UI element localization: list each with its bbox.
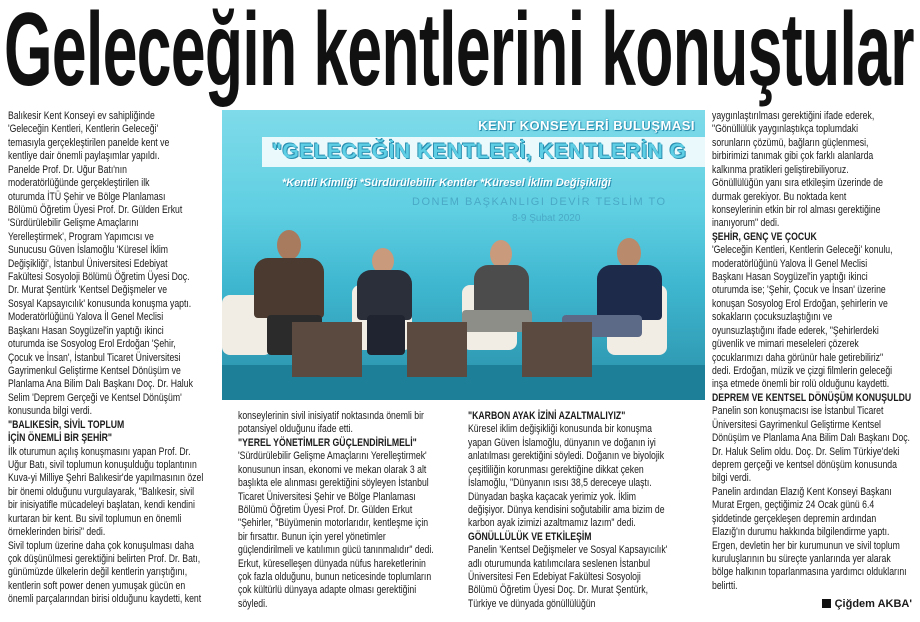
text-line: kurtaran bir kent. Bu sivil toplumun en önemli xyxy=(8,512,182,525)
text-line: şiddetinde gerçekleşen depremin ardından xyxy=(712,512,877,525)
article-column-2 xyxy=(238,410,468,611)
text-line: oturumda İTÜ Şehir ve Bölge Planlaması xyxy=(8,190,166,203)
text-line: Bölümü Öğretim Üyesi Doç. Dr. Murat Şentürk, xyxy=(468,584,649,597)
text-line: Kuva-yi Milliye Şehri Balıkesir'de yapılmasının özel xyxy=(8,472,204,485)
text-line: adlı oturumunda katılımcılara seslenen İstanbul xyxy=(468,557,651,570)
text-line: Panelin ardından Elazığ Kent Konseyi Başkanı xyxy=(712,485,892,498)
text-line: Ticaret Üniversitesi Şehir ve Bölge Planlaması xyxy=(238,490,416,503)
text-line: Başkanı Hasan Soygüzel'in yaptığı ikinci xyxy=(8,324,164,337)
text-line: İslamoğlu, "Dünyanın ısısı 38,5 dereceye ulaştı. xyxy=(468,477,652,490)
text-line: Moderatörlüğünü Yalova İl Genel Meclisi xyxy=(8,311,164,324)
text-line: konusunda bilgi verdi. xyxy=(8,405,93,418)
text-line: 'Geleceğin Kentleri, Kentlerin Geleceği' xyxy=(8,123,159,136)
text-line: Bölümü Öğretim Üyesi Prof. Dr. Gülden Erkut xyxy=(238,503,413,516)
text-line: Üniversitesi Gayrimenkul Geliştirme Kentsel xyxy=(712,418,881,431)
text-line: Sosyal Kapsayıcılık' konusunda konuşma yaptı. xyxy=(8,297,192,310)
text-line: bir inisiyatifle mücadeleyi başlatan, kendi kendini xyxy=(8,499,195,512)
text-line: kuruluşlarının bu süreçte yanlarında yer alarak xyxy=(712,552,891,565)
text-line: oyunsuzlaştığını ifade ederek, "Şehirlerdeki xyxy=(712,324,879,337)
text-line: Gönüllülüğün yanı sıra etkileşim üzerinde de xyxy=(712,177,883,190)
text-line: 'Sürdürülebilir Gelişme Amaçlarını xyxy=(8,217,139,230)
text-line: deprem gerçeği ve kentsel dönüşüm konusunda xyxy=(712,458,897,471)
text-line: Değişikliği', İstanbul Üniversitesi Edebiyat xyxy=(8,257,168,270)
text-line: 'Sürdürülebilir Gelişme Amaçlarını Yerelleştirmek' xyxy=(238,450,427,463)
text-line: Üniversitesi Fen Edebiyat Fakültesi Sosyoloji xyxy=(468,571,641,584)
text-line: konusunun insan, ekonomi ve mekan olarak 3 alt xyxy=(238,463,427,476)
text-line: örneklerinden birisi" dedi. xyxy=(8,526,106,539)
subheading: GÖNÜLLÜLÜK VE ETKİLEŞİM xyxy=(468,530,592,543)
subheading: DEPREM VE KENTSEL DÖNÜŞÜM KONUŞULDU xyxy=(712,391,912,404)
text-line: söyledi. xyxy=(238,597,268,610)
text-line: dedi. Erdoğan, müzik ve çizgi filmlerin geleceği xyxy=(712,365,893,378)
text-line: Sivil toplum üzerine daha çok konuşulması daha xyxy=(8,539,194,552)
headline: Geleceğin kentlerini konuştular xyxy=(4,0,914,108)
subheading: "KARBON AYAK İZİNİ AZALTMALIYIZ" xyxy=(468,410,626,422)
text-line: Murat Ergen, geçtiğimiz 24 Ocak günü 6.4 xyxy=(712,499,875,512)
text-line: kentlerin soft power denen yumuşak gücün en xyxy=(8,579,186,592)
text-line: Dr. Haluk Selim oldu. Doç. Dr. Selim Türkiye'deki xyxy=(712,445,900,458)
text-line: karbon ayak izimizi azaltmamız lazım" dedi. xyxy=(468,517,636,530)
text-line: oturumda ise; 'Şehir, Çocuk ve İnsan' üzerine xyxy=(712,284,886,297)
text-line: çok kültürlü dünyaya adapte olması gerektiğini xyxy=(238,584,417,597)
text-line: önemli parçalarından birisi olduğunu kaydetti, kent xyxy=(8,593,202,606)
banner-topics-text: *Kentli Kimliği *Sürdürülebilir Kentler *Küresel İklim Değişikliği xyxy=(282,177,611,189)
text-line: yapan Güven İslamoğlu, dünyanın ve doğanın iyi xyxy=(468,436,656,449)
text-line: yaygınlaştırılması gerektiğini ifade ederek, xyxy=(712,110,875,122)
text-line: Yerelleştirmek', Program Yapımcısı ve xyxy=(8,230,154,243)
text-line: konseylerinin etkin bir rol alması gerektiğine xyxy=(712,203,881,216)
subheading: "BALIKESİR, SİVİL TOPLUM xyxy=(8,418,125,431)
text-line: güçlendirilmeli ve katılımın gücü tanınmalıdır" dedi. xyxy=(238,544,434,557)
text-line: kentliye dair önemli paylaşımlar yapıldı. xyxy=(8,150,160,163)
text-line: Dönüşüm ve Planlama Ana Bilim Dalı Başkanı Doç. xyxy=(712,432,910,445)
side-table xyxy=(522,322,592,377)
text-line: çok fazla olduğunu, bunun neticesinde toplumların xyxy=(238,571,432,584)
text-line: temasıyla gerçekleştirilen panelde kent ve xyxy=(8,136,170,149)
text-line: çocuklarımızı daha görünür hale getirebiliriz" xyxy=(712,351,884,364)
text-line: "Gönüllülük yaygınlaştıkça toplumdaki xyxy=(712,123,859,136)
text-line: sorunların çözümü, bağların güçlenmesi, xyxy=(712,136,869,149)
text-line: günümüzde ülkelerin değil kentlerin yarıştığını, xyxy=(8,566,188,579)
byline-square-icon xyxy=(822,599,831,608)
text-line: Bölümü Öğretim Üyesi Prof. Dr. Gülden Erkut xyxy=(8,203,183,216)
text-line: konuşan Sosyolog Erol Erdoğan, şehirlerin ve xyxy=(712,297,888,310)
text-line: Balıkesir Kent Konseyi ev sahipliğinde xyxy=(8,110,155,122)
text-line: Erkut, küreselleşen dünyada nüfus hareketlerinin xyxy=(238,557,426,570)
subheading: ŞEHİR, GENÇ VE ÇOCUK xyxy=(712,230,817,243)
text-line: Fakültesi Sosyoloji Bölümü Öğretim Üyesi Doç. xyxy=(8,271,190,284)
banner-main-text: "GELECEĞİN KENTLERİ, KENTLERİN G xyxy=(272,140,687,163)
article-column-3 xyxy=(468,410,706,611)
text-line: İlk oturumun açılış konuşmasını yapan Prof. Dr. xyxy=(8,445,191,458)
byline-author: Çiğdem AKBA' xyxy=(834,598,912,610)
text-line: inanıyorum" dedi. xyxy=(712,217,780,230)
text-line: durmak gerekiyor. Bu noktada kent xyxy=(712,190,847,203)
text-line: potansiyel olduğunu ifade etti. xyxy=(238,423,353,436)
text-line: Küresel iklim değişikliği konusunda bir konuşma xyxy=(468,423,652,436)
text-line: bir önemi olduğunu vurgulayarak, "Balıkesir, sivil xyxy=(8,485,195,498)
text-line: Ergen, devletin her bir kurumunun ve sivil toplum xyxy=(712,539,900,552)
text-line: "Şehirler, "Büyümenin motorlarıdır, kentleşme için xyxy=(238,517,429,530)
text-line: sokakların çocuksuzlaştığını ve xyxy=(712,311,833,324)
text-line: Selim 'Deprem Gerçeği ve Kentsel Dönüşüm' xyxy=(8,391,182,404)
text-line: bölge halkının toparlanmasına yardımcı olduklarını xyxy=(712,566,907,579)
text-line: Panelde Prof. Dr. Uğur Batı'nın xyxy=(8,163,128,176)
text-line: belirtti. xyxy=(712,579,738,592)
text-line: moderatörlüğünü Yalova İl Genel Meclisi xyxy=(712,257,868,270)
text-line: Türkiye ve dünyada gönüllülüğün xyxy=(468,597,596,610)
text-line: konseylerinin sivil inisiyatif noktasında önemli bir xyxy=(238,410,424,422)
text-line: 'Geleceğin Kentleri, Kentlerin Geleceği' konulu, xyxy=(712,244,893,257)
text-line: Elazığ'ın durumu hakkında bilgilendirme yaptı. xyxy=(712,526,890,539)
text-line: inşa etmede önemli bir rolü olduğunu kaydetti. xyxy=(712,378,890,391)
subheading: "YEREL YÖNETİMLER GÜÇLENDİRİLMELİ" xyxy=(238,436,417,449)
text-line: Uğur Batı, sivil toplumun konuşulduğu toplantının xyxy=(8,458,197,471)
text-line: birbirimizi tanımak gibi çok farklı alanlarda xyxy=(712,150,874,163)
text-line: kalkınma pratikleri geliştirebiliyoruz. xyxy=(712,163,849,176)
text-line: güvenlik ve mimari meseleleri çözerek xyxy=(712,338,859,351)
text-line: Panelin 'Kentsel Değişmeler ve Sosyal Kapsayıcılık' xyxy=(468,544,668,557)
article-column-4 xyxy=(712,110,919,593)
text-line: Panelin son konuşmacısı ise İstanbul Ticaret xyxy=(712,405,884,418)
text-line: anlatılması gerektiğini söyledi. Doğanın ve biyolojik xyxy=(468,450,665,463)
text-line: Sunucusu Güven İslamoğlu 'Küresel İklim xyxy=(8,244,169,257)
banner-sub-text: DONEM BAŞKANLIGI DEVİR TESLİM TO xyxy=(412,196,667,208)
banner-date-text: 8-9 Şubat 2020 xyxy=(512,213,581,224)
side-table xyxy=(292,322,362,377)
text-line: bir fırsattır. Bunun için yerel yönetimler xyxy=(238,530,386,543)
subheading: İÇİN ÖNEMLİ BİR ŞEHİR" xyxy=(8,432,113,445)
text-line: Dr. Murat Şentürk 'Kentsel Değişmeler ve xyxy=(8,284,168,297)
text-line: değişiyor. Dünya kendisini soğutabilir ama bizim de xyxy=(468,503,665,516)
text-line: moderatörlüğünde gerçekleştirilen ilk xyxy=(8,177,150,190)
article-column-1 xyxy=(8,110,231,607)
text-line: Çocuk ve İnsan', İstanbul Ticaret Üniversitesi xyxy=(8,351,181,364)
text-line: bilgi verdi. xyxy=(712,472,752,485)
text-line: Başkanı Hasan Soygüzel'in yaptığı ikinci xyxy=(712,271,868,284)
byline xyxy=(822,598,912,610)
text-line: Dünyadan başka kaçacak yerimiz yok. İklim xyxy=(468,490,637,503)
panel-photo xyxy=(222,110,705,400)
text-line: çok düşünülmesi gerektiğini belirten Prof. Dr. Batı, xyxy=(8,552,201,565)
text-line: oturumda ise Sosyolog Erol Erdoğan 'Şehir, xyxy=(8,338,176,351)
side-table xyxy=(407,322,467,377)
banner-main xyxy=(262,137,705,167)
banner-top-text: KENT KONSEYLERİ BULUŞMASI xyxy=(478,118,695,133)
text-line: başlıkta ele alınması gerektiğini söyleyen İstanbul xyxy=(238,477,429,490)
text-line: çeşitliliğin korunması gerektiğine dikkat çeken xyxy=(468,463,644,476)
text-line: Gayrimenkul Geliştirme Kentsel Dönüşüm ve xyxy=(8,365,181,378)
text-line: Planlama Ana Bilim Dalı Başkanı Doç. Dr. Haluk xyxy=(8,378,193,391)
